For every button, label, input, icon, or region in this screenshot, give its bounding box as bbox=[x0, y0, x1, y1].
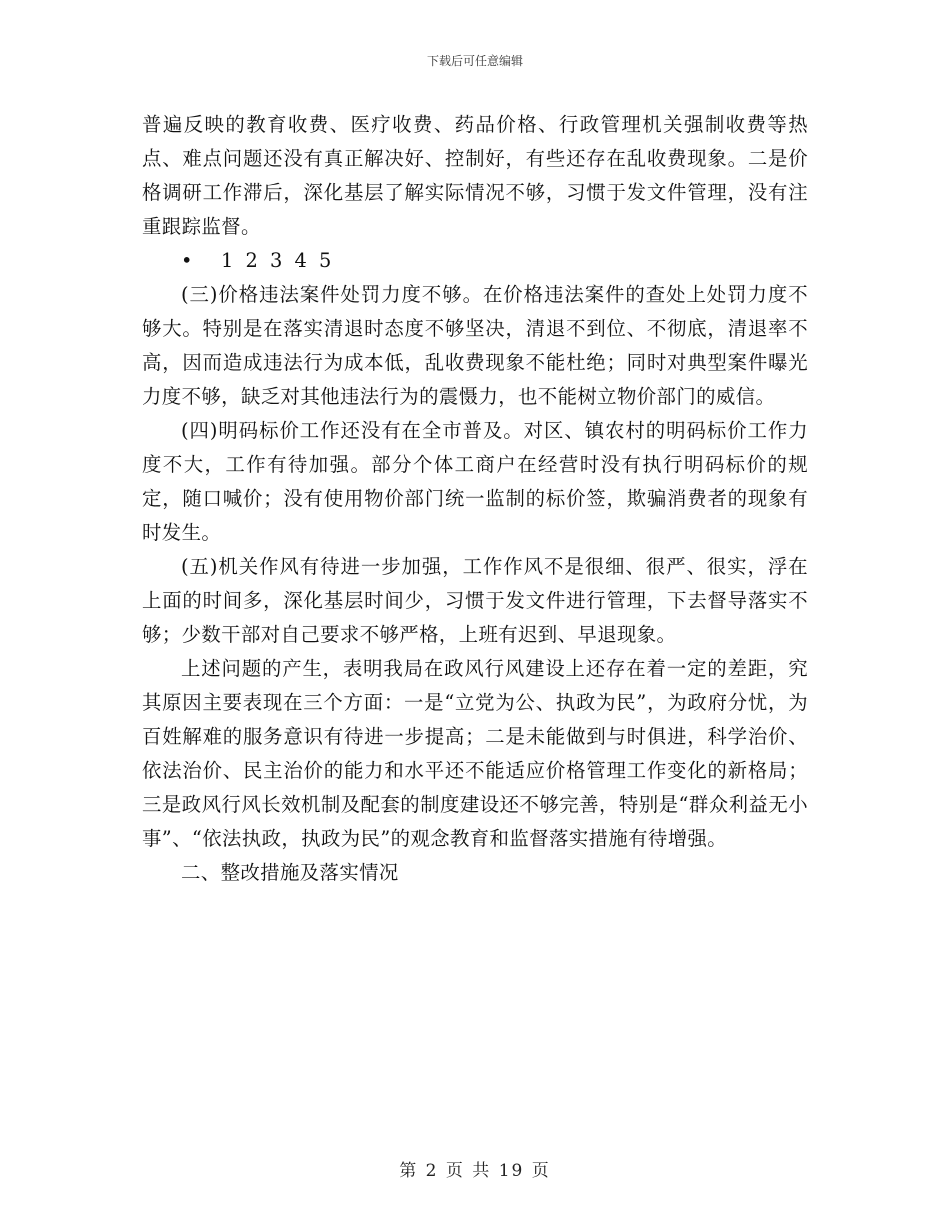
paragraph-4: (五)机关作风有待进一步加强，工作作风不是很细、很严、很实，浮在上面的时间多，深化基层时间少，习惯于发文件进行管理，下去督导落实不够；少数干部对自己要求不够严格，上班有迟到、早退现象。 bbox=[142, 555, 808, 646]
section-heading: 二、整改措施及落实情况 bbox=[181, 861, 399, 884]
bullet-icon: • bbox=[181, 249, 196, 272]
bullet-text: 1 2 3 4 5 bbox=[221, 249, 335, 272]
document-body bbox=[142, 108, 808, 890]
page-footer: 第 2 页 共 19 页 bbox=[399, 1161, 551, 1181]
paragraph-2: (三)价格违法案件处罚力度不够。在价格违法案件的查处上处罚力度不够大。特别是在落实清退时态度不够坚决，清退不到位、不彻底，清退率不高，因而造成违法行为成本低，乱收费现象不能杜绝；同时对典型案件曝光力度不够，缺乏对其他违法行为的震慑力，也不能树立物价部门的威信。 bbox=[142, 283, 808, 408]
paragraph-3: (四)明码标价工作还没有在全市普及。对区、镇农村的明码标价工作力度不大，工作有待加强。部分个体工商户在经营时没有执行明码标价的规定，随口喊价；没有使用物价部门统一监制的标价签，欺骗消费者的现象有时发生。 bbox=[142, 419, 808, 544]
page-header: 下载后可任意编辑 bbox=[426, 54, 523, 68]
paragraph-5: 上述问题的产生，表明我局在政风行风建设上还存在着一定的差距，究其原因主要表现在三个方面：一是“立党为公、执政为民”，为政府分忧，为百姓解难的服务意识有待进一步提高；二是未能做到与时俱进，科学治价、依法治价、民主治价的能力和水平还不能适应价格管理工作变化的新格局；三是政风行风长效机制及配套的制度建设还不够完善，特别是“群众利益无小事”、“依法执政，执政为民”的观念教育和监督落实措施有待增强。 bbox=[142, 657, 808, 850]
bullet-list-item bbox=[142, 244, 808, 278]
paragraph-1: 普遍反映的教育收费、医疗收费、药品价格、行政管理机关强制收费等热点、难点问题还没有真正解决好、控制好，有些还存在乱收费现象。二是价格调研工作滞后，深化基层了解实际情况不够，习惯于发文件管理，没有注重跟踪监督。 bbox=[142, 113, 808, 238]
